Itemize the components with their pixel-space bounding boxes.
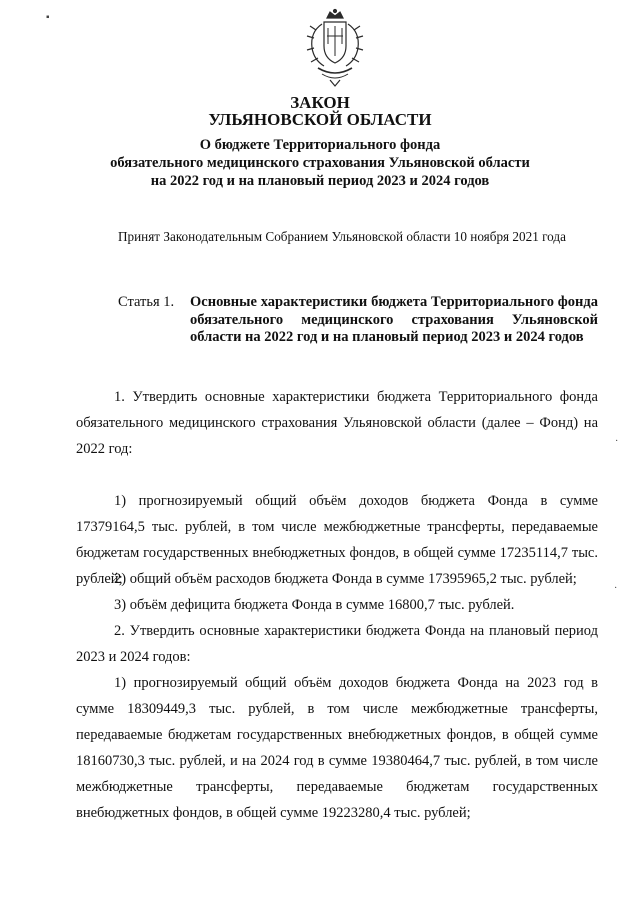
article-title: Основные характеристики бюджета Территориального фонда обязательного медицинского страхования Ульяновской области на 2022 год и на плановый период 2023 и 2024 годов <box>190 294 598 345</box>
law-title: ЗАКОН <box>290 93 350 112</box>
scan-mark: · <box>614 583 618 594</box>
law-subtitle-line-3: на 2022 год и на плановый период 2023 и 2024 годов <box>150 173 490 189</box>
paragraph: 2) общий объём расходов бюджета Фонда в сумме 17395965,2 тыс. рублей; <box>114 571 577 587</box>
scan-mark: · <box>615 436 619 447</box>
law-subtitle-line-2: обязательного медицинского страхования Ульяновской области <box>110 155 530 171</box>
paragraph: 1) прогнозируемый общий объём доходов бюджета Фонда на 2023 год в сумме 18309449,3 тыс. рублей, в том числе межбюджетные трансферты, передаваемые бюджетам государственных внебюджетных фондов, в общей сумме 18160730,3 тыс. рублей, и на 2024 год в сумме 19380464,7 тыс. рублей, в том числе межбюджетные трансферты, передаваемые бюджетам государственных внебюджетных фондов, в общей сумме 19223280,4 тыс. рублей; <box>76 675 598 821</box>
paragraph: 3) объём дефицита бюджета Фонда в сумме 16800,7 тыс. рублей. <box>114 597 515 613</box>
paragraph: 2. Утвердить основные характеристики бюджета Фонда на плановый период 2023 и 2024 годов: <box>76 623 598 665</box>
coat-of-arms-emblem <box>300 8 370 88</box>
paragraph: 1) прогнозируемый общий объём доходов бюджета Фонда в сумме 17379164,5 тыс. рублей, в том числе межбюджетные трансферты, передаваемые бюджетам государственных внебюджетных фондов, в общей сумме 17235114,7 тыс. рублей; <box>76 493 598 587</box>
paragraph: 1. Утвердить основные характеристики бюджета Территориального фонда обязательного медицинского страхования Ульяновской области (далее – Фонд) на 2022 год: <box>76 389 598 457</box>
law-region-title: УЛЬЯНОВСКОЙ ОБЛАСТИ <box>208 110 432 129</box>
adoption-note: Принят Законодательным Собранием Ульяновской области 10 ноября 2021 года <box>118 229 566 244</box>
article-label: Статья 1. <box>118 294 175 310</box>
law-subtitle-line-1: О бюджете Территориального фонда <box>199 137 441 153</box>
scan-mark: ▪ <box>46 12 50 23</box>
